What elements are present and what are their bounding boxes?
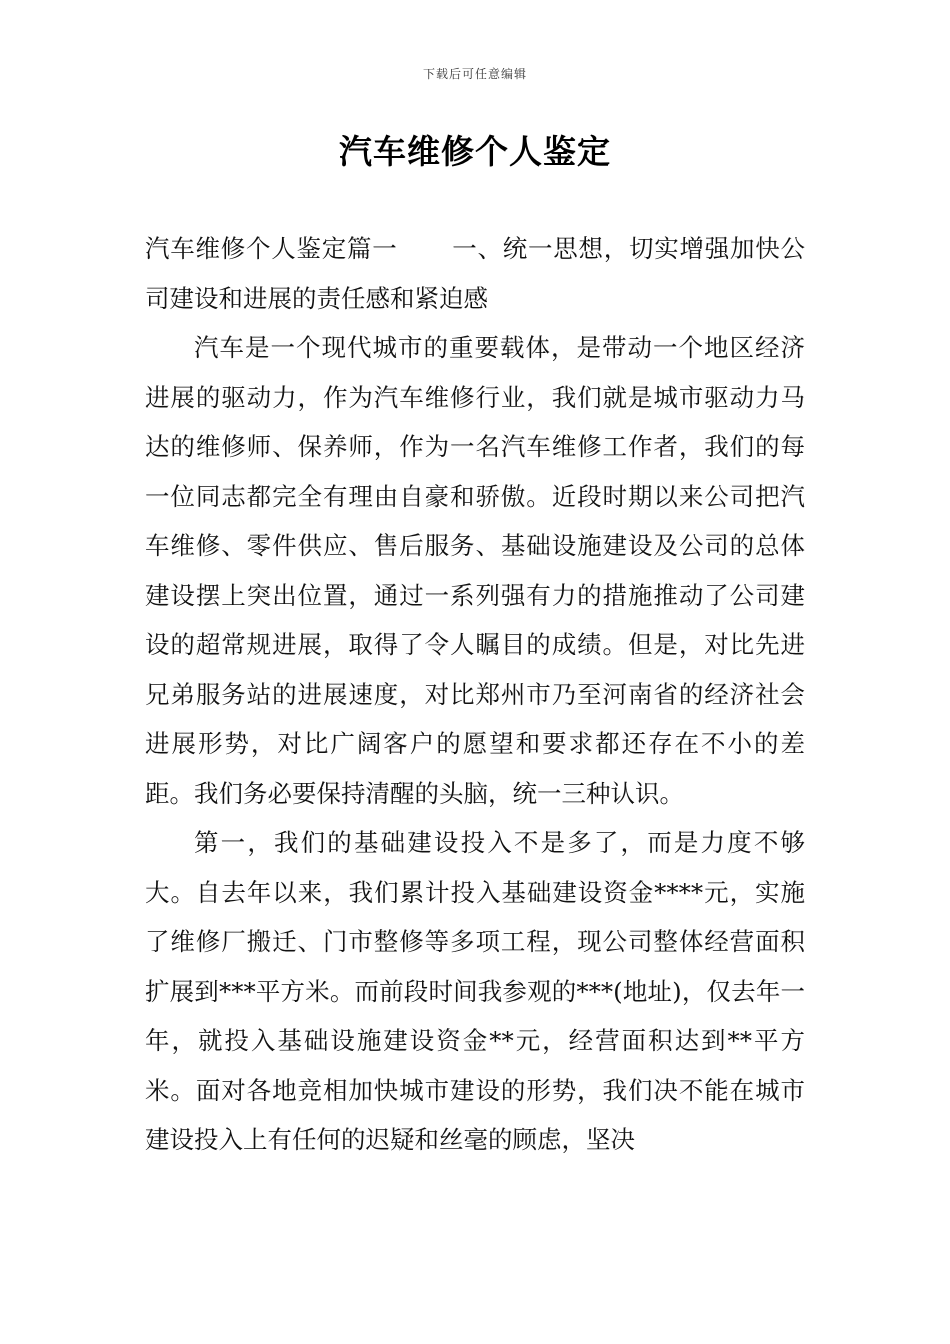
body-paragraph: 汽车是一个现代城市的重要载体，是带动一个地区经济进展的驱动力，作为汽车维修行业，我们就是城市驱动力马达的维修师、保养师，作为一名汽车维修工作者，我们的每一位同志都完全有理由自豪和骄傲。近段时期以来公司把汽车维修、零件供应、售后服务、基础设施建设及公司的总体建设摆上突出位置，通过一系列强有力的措施推动了公司建设的超常规进展，取得了令人瞩目的成绩。但是，对比先进兄弟服务站的进展速度，对比郑州市乃至河南省的经济社会进展形势，对比广阔客户的愿望和要求都还存在不小的差距。我们务必要保持清醒的头脑，统一三种认识。	[145, 333, 805, 808]
section-heading: 汽车维修个人鉴定篇一	[145, 234, 398, 263]
document-body	[145, 224, 805, 1165]
page-title: 汽车维修个人鉴定	[339, 132, 611, 171]
header-note: 下载后可任意编辑	[422, 67, 527, 81]
intro-paragraph	[145, 224, 805, 323]
body-paragraph: 第一，我们的基础建设投入不是多了，而是力度不够大。自去年以来，我们累计投入基础建设资金****元，实施了维修厂搬迁、门市整修等多项工程，现公司整体经营面积扩展到***平方米。而前段时间我参观的***(地址)，仅去年一年，就投入基础设施建设资金**元，经营面积达到**平方米。面对各地竞相加快城市建设的形势，我们决不能在城市建设投入上有任何的迟疑和丝毫的顾虑，坚决	[145, 828, 805, 1154]
subsection-heading: 一、统一思想，切实增强加快公司建设和进展的责任感和紧迫感	[145, 234, 805, 313]
